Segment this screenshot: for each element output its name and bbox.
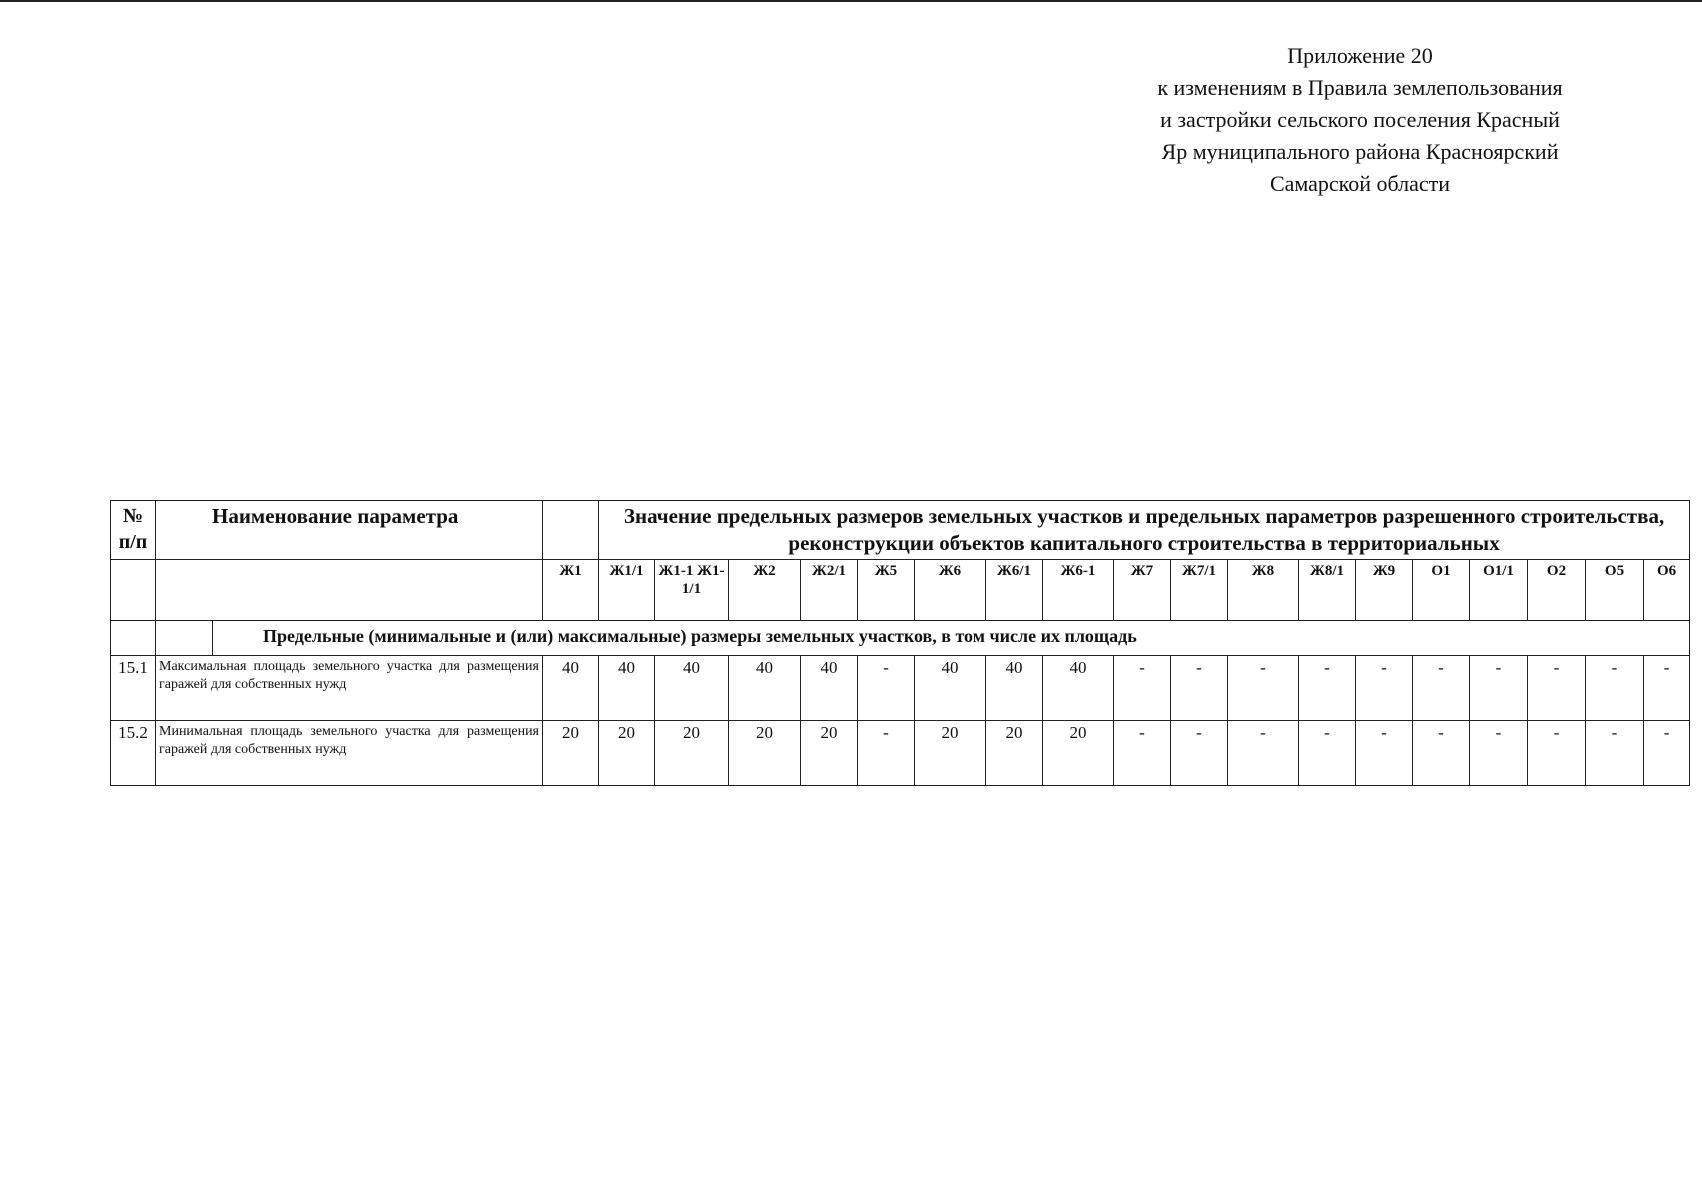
zone-header: Ж6-1 bbox=[1043, 560, 1114, 621]
value-cell: - bbox=[1470, 656, 1528, 721]
parameters-table bbox=[110, 500, 1690, 786]
zones-row bbox=[111, 560, 1690, 621]
value-cell: - bbox=[1299, 656, 1356, 721]
value-cell: - bbox=[1528, 721, 1586, 786]
zone-header: Ж6/1 bbox=[986, 560, 1043, 621]
value-cell: 40 bbox=[915, 656, 986, 721]
value-cell: 20 bbox=[655, 721, 729, 786]
appendix-title: Приложение 20 bbox=[1287, 43, 1433, 68]
spacer-row bbox=[111, 621, 1690, 656]
value-cell: 40 bbox=[543, 656, 599, 721]
zone-header: Ж8 bbox=[1228, 560, 1299, 621]
value-cell: - bbox=[1644, 656, 1690, 721]
zone-header: О2 bbox=[1528, 560, 1586, 621]
zone-header: Ж1-1 Ж1-1/1 bbox=[655, 560, 729, 621]
value-cell: - bbox=[858, 656, 915, 721]
zone-header: Ж7/1 bbox=[1171, 560, 1228, 621]
table-body bbox=[111, 501, 1690, 786]
row-number: 15.1 bbox=[111, 656, 156, 721]
zone-header: Ж2 bbox=[729, 560, 801, 621]
value-cell: - bbox=[1586, 656, 1644, 721]
row-parameter-name: Максимальная площадь земельного участка для размещения гаражей для собственных нужд bbox=[156, 656, 543, 721]
value-cell: - bbox=[1586, 721, 1644, 786]
zone-header: Ж9 bbox=[1356, 560, 1413, 621]
empty-cell bbox=[156, 621, 213, 656]
value-cell: 20 bbox=[599, 721, 655, 786]
zone-header: Ж2/1 bbox=[801, 560, 858, 621]
zone-header: О1 bbox=[1413, 560, 1470, 621]
value-cell: 40 bbox=[801, 656, 858, 721]
zone-header: О6 bbox=[1644, 560, 1690, 621]
value-cell: 40 bbox=[599, 656, 655, 721]
value-cell: - bbox=[1228, 721, 1299, 786]
empty-cell bbox=[156, 560, 543, 621]
table-row bbox=[111, 656, 1690, 721]
table-row bbox=[111, 721, 1690, 786]
header-empty-cell bbox=[543, 501, 599, 560]
appendix-line: Яр муниципального района Красноярский bbox=[1161, 139, 1559, 164]
num-column-header: № п/п bbox=[111, 501, 156, 560]
appendix-line: к изменениям в Правила землепользования bbox=[1157, 75, 1563, 100]
row-number: 15.2 bbox=[111, 721, 156, 786]
value-cell: 20 bbox=[543, 721, 599, 786]
zone-header: О1/1 bbox=[1470, 560, 1528, 621]
page-top-border bbox=[0, 0, 1702, 2]
value-cell: 40 bbox=[729, 656, 801, 721]
value-cell: - bbox=[858, 721, 915, 786]
value-cell: - bbox=[1528, 656, 1586, 721]
zone-header: Ж5 bbox=[858, 560, 915, 621]
value-cell: - bbox=[1413, 721, 1470, 786]
value-cell: - bbox=[1356, 721, 1413, 786]
value-cell: - bbox=[1114, 721, 1171, 786]
value-cell: 20 bbox=[801, 721, 858, 786]
appendix-line: Самарской области bbox=[1269, 171, 1451, 196]
value-cell: - bbox=[1413, 656, 1470, 721]
value-cell: - bbox=[1171, 721, 1228, 786]
zone-header: Ж1 bbox=[543, 560, 599, 621]
header-row bbox=[111, 501, 1690, 560]
value-cell: - bbox=[1171, 656, 1228, 721]
appendix-line: и застройки сельского поселения Красный bbox=[1160, 107, 1560, 132]
value-cell: 40 bbox=[1043, 656, 1114, 721]
zone-header: О5 bbox=[1586, 560, 1644, 621]
empty-cell bbox=[111, 621, 156, 656]
value-cell: 40 bbox=[986, 656, 1043, 721]
zone-header: Ж1/1 bbox=[599, 560, 655, 621]
zone-header: Ж7 bbox=[1114, 560, 1171, 621]
value-cell: - bbox=[1228, 656, 1299, 721]
values-header: Значение предельных размеров земельных участков и предельных параметров разрешенного строительства, реконструкции объектов капитального строительства в территориальных bbox=[599, 501, 1690, 560]
row-parameter-name: Минимальная площадь земельного участка для размещения гаражей для собственных нужд bbox=[156, 721, 543, 786]
zone-header: Ж8/1 bbox=[1299, 560, 1356, 621]
value-cell: - bbox=[1356, 656, 1413, 721]
value-cell: 20 bbox=[729, 721, 801, 786]
value-cell: 20 bbox=[986, 721, 1043, 786]
value-cell: - bbox=[1644, 721, 1690, 786]
value-cell: - bbox=[1114, 656, 1171, 721]
appendix-header bbox=[1140, 40, 1580, 200]
zone-header: Ж6 bbox=[915, 560, 986, 621]
empty-cell bbox=[111, 560, 156, 621]
value-cell: - bbox=[1299, 721, 1356, 786]
value-cell: 20 bbox=[1043, 721, 1114, 786]
section-title: Предельные (минимальные и (или) максимальные) размеры земельных участков, в том числе их площадь bbox=[213, 621, 1690, 656]
value-cell: 20 bbox=[915, 721, 986, 786]
value-cell: - bbox=[1470, 721, 1528, 786]
value-cell: 40 bbox=[655, 656, 729, 721]
name-column-header: Наименование параметра bbox=[156, 501, 543, 560]
